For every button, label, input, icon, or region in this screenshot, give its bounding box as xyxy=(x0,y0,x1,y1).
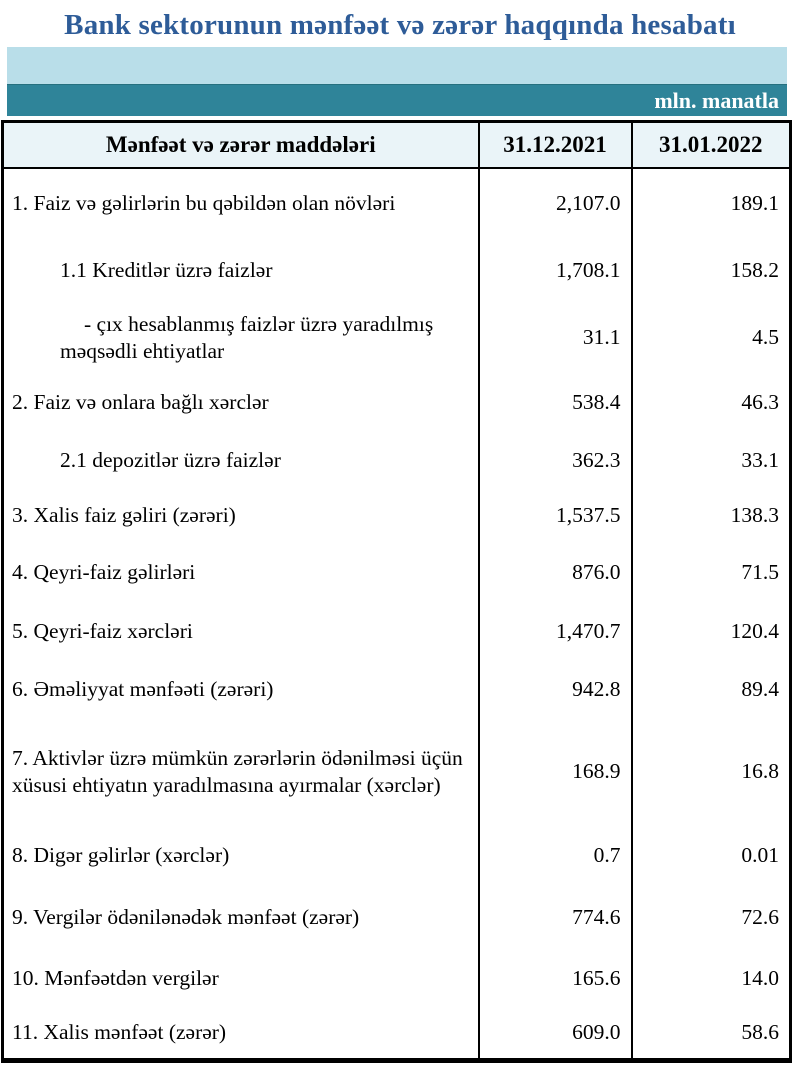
table-row xyxy=(3,661,791,718)
row-label: 1. Faiz və gəlirlərin bu qəbildən olan növləri xyxy=(3,168,479,238)
row-value-2021: 942.8 xyxy=(479,661,632,718)
row-value-2021: 1,708.1 xyxy=(479,238,632,303)
table-row xyxy=(3,168,791,238)
row-value-2021: 362.3 xyxy=(479,433,632,488)
row-value-2021: 1,537.5 xyxy=(479,488,632,543)
decorative-band-teal xyxy=(7,84,787,116)
column-header-items: Mənfəət və zərər maddələri xyxy=(3,122,479,168)
row-label: - çıx hesablanmış faizlər üzrə yaradılmış məqsədli ehtiyatlar xyxy=(3,303,479,373)
table-row xyxy=(3,950,791,1007)
table-row xyxy=(3,433,791,488)
table-row xyxy=(3,718,791,826)
table-row xyxy=(3,373,791,433)
row-value-2021: 1,470.7 xyxy=(479,603,632,661)
row-value-2022: 120.4 xyxy=(632,603,791,661)
row-label: 10. Mənfəətdən vergilər xyxy=(3,950,479,1007)
row-value-2022: 71.5 xyxy=(632,543,791,603)
unit-label: mln. manatla xyxy=(654,88,779,113)
page-title: Bank sektorunun mənfəət və zərər haqqında hesabatı xyxy=(64,9,736,41)
row-label: 6. Əməliyyat mənfəəti (zərəri) xyxy=(3,661,479,718)
row-value-2022: 158.2 xyxy=(632,238,791,303)
row-value-2021: 2,107.0 xyxy=(479,168,632,238)
row-value-2021: 609.0 xyxy=(479,1007,632,1061)
column-header-date-2021: 31.12.2021 xyxy=(479,122,632,168)
decorative-band-light xyxy=(7,47,787,84)
table-row xyxy=(3,543,791,603)
row-value-2021: 31.1 xyxy=(479,303,632,373)
row-label: 2. Faiz və onlara bağlı xərclər xyxy=(3,373,479,433)
row-value-2022: 72.6 xyxy=(632,886,791,950)
row-label: 11. Xalis mənfəət (zərər) xyxy=(3,1007,479,1061)
row-value-2022: 189.1 xyxy=(632,168,791,238)
table-row xyxy=(3,238,791,303)
row-label: 4. Qeyri-faiz gəlirləri xyxy=(3,543,479,603)
row-label: 5. Qeyri-faiz xərcləri xyxy=(3,603,479,661)
table-row xyxy=(3,488,791,543)
column-header-date-2022: 31.01.2022 xyxy=(632,122,791,168)
row-value-2022: 0.01 xyxy=(632,826,791,886)
row-value-2021: 538.4 xyxy=(479,373,632,433)
row-value-2021: 168.9 xyxy=(479,718,632,826)
table-header-row xyxy=(3,122,791,168)
row-value-2021: 876.0 xyxy=(479,543,632,603)
row-value-2022: 33.1 xyxy=(632,433,791,488)
table-row xyxy=(3,603,791,661)
row-value-2021: 774.6 xyxy=(479,886,632,950)
row-value-2022: 89.4 xyxy=(632,661,791,718)
table-row xyxy=(3,886,791,950)
table-row xyxy=(3,1007,791,1061)
row-value-2022: 16.8 xyxy=(632,718,791,826)
row-value-2022: 14.0 xyxy=(632,950,791,1007)
row-label: 7. Aktivlər üzrə mümkün zərərlərin ödənilməsi üçün xüsusi ehtiyatın yaradılmasına ayırmalar (xərclər) xyxy=(3,718,479,826)
table-row xyxy=(3,826,791,886)
row-label: 9. Vergilər ödənilənədək mənfəət (zərər) xyxy=(3,886,479,950)
row-value-2021: 0.7 xyxy=(479,826,632,886)
profit-loss-table xyxy=(1,120,792,1063)
row-value-2022: 4.5 xyxy=(632,303,791,373)
table-row xyxy=(3,303,791,373)
row-label: 1.1 Kreditlər üzrə faizlər xyxy=(3,238,479,303)
row-value-2022: 46.3 xyxy=(632,373,791,433)
row-value-2022: 58.6 xyxy=(632,1007,791,1061)
row-value-2022: 138.3 xyxy=(632,488,791,543)
row-label: 2.1 depozitlər üzrə faizlər xyxy=(3,433,479,488)
row-label: 8. Digər gəlirlər (xərclər) xyxy=(3,826,479,886)
row-value-2021: 165.6 xyxy=(479,950,632,1007)
row-label: 3. Xalis faiz gəliri (zərəri) xyxy=(3,488,479,543)
